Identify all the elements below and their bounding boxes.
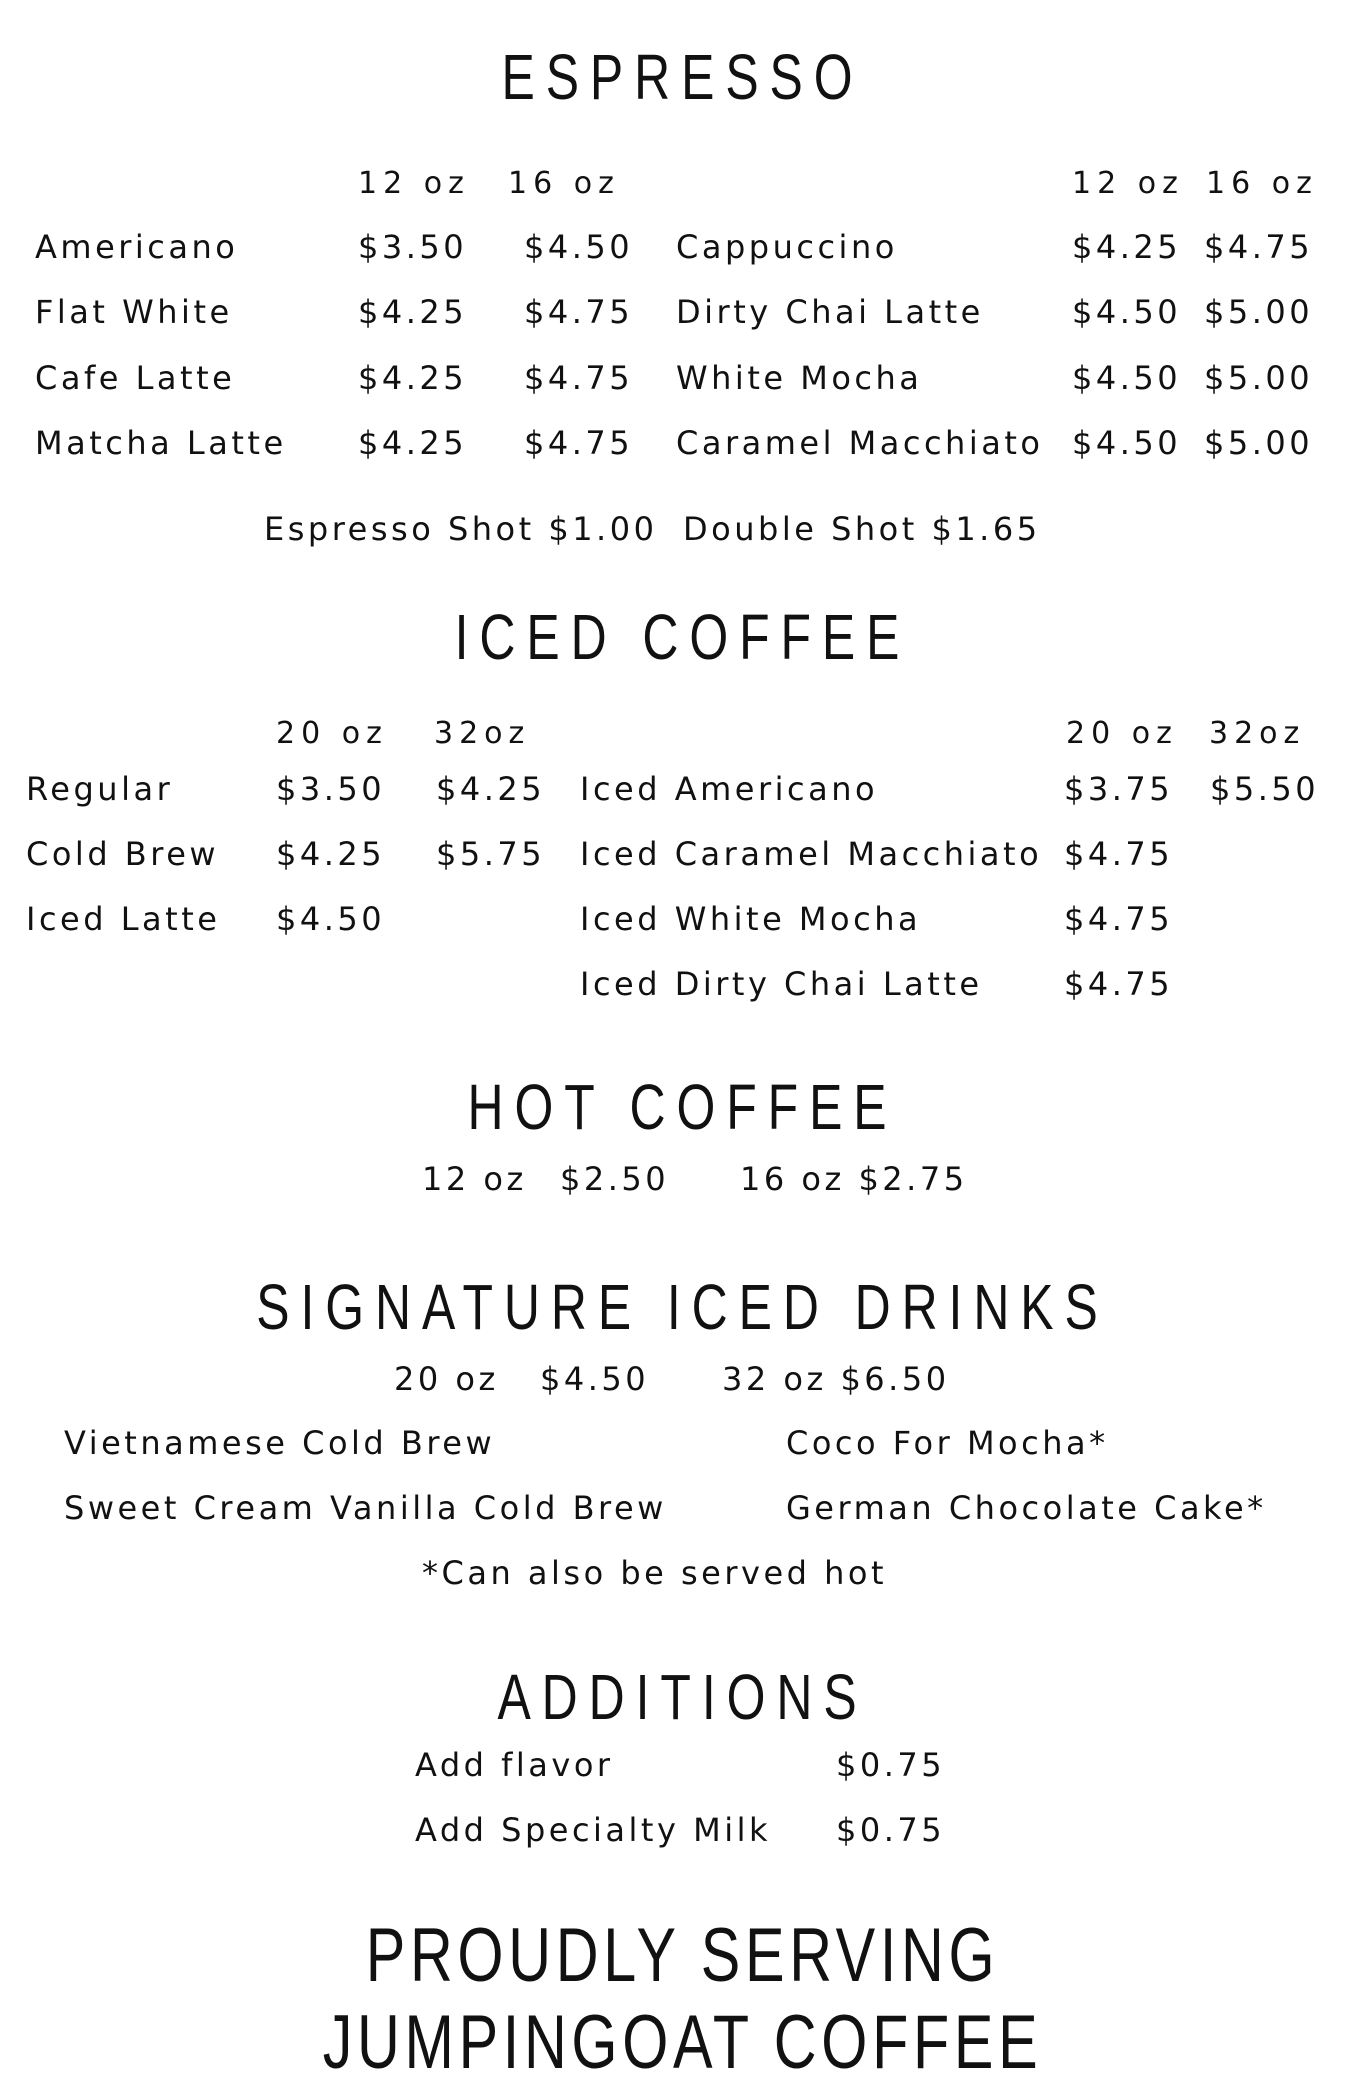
footer-tagline: PROUDLY SERVING JUMPINGOAT COFFEE <box>322 1913 1043 2085</box>
menu-item-price: $4.75 <box>1064 900 1174 938</box>
menu-item-price: $4.25 <box>1072 228 1182 266</box>
hot-coffee-heading: HOT COFFEE <box>467 1071 898 1143</box>
menu-item-price: $3.75 <box>1064 770 1174 808</box>
espresso-left-size-12: 12 oz <box>358 166 470 201</box>
addition-item-name: Add Specialty Milk <box>415 1811 771 1849</box>
menu-item-price: $5.00 <box>1204 359 1314 397</box>
menu-item-name: Cafe Latte <box>35 359 236 397</box>
menu-item-name: Flat White <box>35 293 233 331</box>
menu-item-price: $4.75 <box>524 293 634 331</box>
addition-item-name: Add flavor <box>415 1746 614 1784</box>
signature-item: Coco For Mocha* <box>786 1424 1109 1462</box>
signature-size-32-price: 32 oz $6.50 <box>722 1360 950 1398</box>
menu-item-price: $5.00 <box>1204 424 1314 462</box>
menu-item-price: $4.50 <box>276 900 386 938</box>
menu-item-price: $4.25 <box>436 770 546 808</box>
menu-item-price: $4.25 <box>358 359 468 397</box>
menu-item-name: Iced Caramel Macchiato <box>580 835 1043 873</box>
menu-item-name: Matcha Latte <box>35 424 287 462</box>
signature-item: German Chocolate Cake* <box>786 1489 1267 1527</box>
menu-item-name: Iced Dirty Chai Latte <box>580 965 983 1003</box>
signature-item: Vietnamese Cold Brew <box>64 1424 496 1462</box>
addition-item-price: $0.75 <box>836 1746 946 1784</box>
menu-item-price: $3.50 <box>358 228 468 266</box>
menu-item-price: $3.50 <box>276 770 386 808</box>
hot-coffee-size-12: 12 oz <box>422 1160 527 1198</box>
menu-item-name: Iced Americano <box>580 770 879 808</box>
menu-item-price: $4.25 <box>358 424 468 462</box>
iced-right-size-20: 20 oz <box>1066 716 1178 751</box>
menu-item-price: $5.50 <box>1210 770 1320 808</box>
menu-item-price: $4.50 <box>1072 293 1182 331</box>
iced-left-size-32: 32oz <box>434 716 531 751</box>
hot-coffee-price-12: $2.50 <box>560 1160 670 1198</box>
double-shot-price: Double Shot $1.65 <box>683 510 1041 548</box>
signature-heading: SIGNATURE ICED DRINKS <box>256 1271 1109 1343</box>
espresso-shot-price: Espresso Shot $1.00 <box>264 510 658 548</box>
menu-item-price: $5.00 <box>1204 293 1314 331</box>
iced-left-size-20: 20 oz <box>276 716 388 751</box>
menu-item-name: Cold Brew <box>26 835 220 873</box>
espresso-left-size-16: 16 oz <box>508 166 620 201</box>
espresso-right-size-12: 12 oz <box>1072 166 1184 201</box>
signature-note: *Can also be served hot <box>422 1554 888 1592</box>
menu-item-name: Regular <box>26 770 174 808</box>
menu-item-name: Cappuccino <box>676 228 898 266</box>
menu-item-price: $4.25 <box>358 293 468 331</box>
menu-item-price: $4.75 <box>1064 835 1174 873</box>
menu-item-price: $4.50 <box>1072 359 1182 397</box>
menu-item-price: $4.75 <box>1204 228 1314 266</box>
hot-coffee-size-16-price: 16 oz $2.75 <box>740 1160 968 1198</box>
menu-item-name: Americano <box>35 228 239 266</box>
menu-item-price: $4.50 <box>524 228 634 266</box>
menu-item-price: $5.75 <box>436 835 546 873</box>
menu-item-price: $4.75 <box>1064 965 1174 1003</box>
menu-item-price: $4.75 <box>524 359 634 397</box>
signature-item: Sweet Cream Vanilla Cold Brew <box>64 1489 667 1527</box>
menu-item-name: Iced White Mocha <box>580 900 922 938</box>
espresso-right-size-16: 16 oz <box>1206 166 1318 201</box>
iced-right-size-32: 32oz <box>1209 716 1306 751</box>
menu-item-price: $4.50 <box>1072 424 1182 462</box>
additions-heading: ADDITIONS <box>497 1661 868 1733</box>
signature-price-20: $4.50 <box>540 1360 650 1398</box>
signature-size-20: 20 oz <box>394 1360 499 1398</box>
menu-item-name: White Mocha <box>676 359 923 397</box>
menu-item-name: Iced Latte <box>26 900 221 938</box>
iced-coffee-heading: ICED COFFEE <box>454 601 911 673</box>
addition-item-price: $0.75 <box>836 1811 946 1849</box>
menu-item-price: $4.25 <box>276 835 386 873</box>
menu-item-name: Caramel Macchiato <box>676 424 1044 462</box>
espresso-heading: ESPRESSO <box>501 41 864 113</box>
menu-item-price: $4.75 <box>524 424 634 462</box>
menu-item-name: Dirty Chai Latte <box>676 293 984 331</box>
